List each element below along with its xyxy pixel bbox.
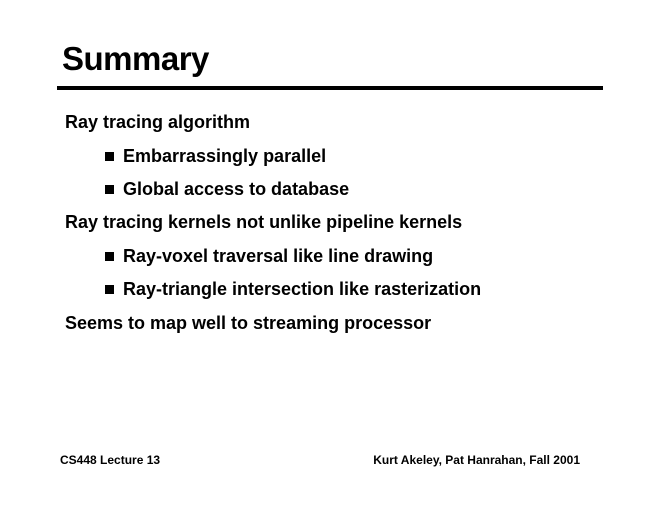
content-line-text: Ray tracing algorithm bbox=[65, 112, 251, 133]
content-line bbox=[65, 173, 605, 206]
content-line bbox=[65, 206, 605, 239]
footer-course-label: CS448 Lecture 13 bbox=[60, 453, 161, 467]
footer-authors-label: Kurt Akeley, Pat Hanrahan, Fall 2001 bbox=[373, 453, 580, 467]
content-line bbox=[65, 240, 605, 273]
title-rule-divider bbox=[57, 86, 603, 90]
content-line bbox=[65, 306, 605, 339]
content-line-text: Global access to database bbox=[123, 178, 350, 199]
content-line-text: Ray-triangle intersection like rasterization bbox=[123, 279, 482, 300]
content-line bbox=[65, 139, 605, 172]
content-line bbox=[65, 106, 605, 139]
content-line-text: Ray-voxel traversal like line drawing bbox=[123, 245, 434, 266]
content-line-text: Seems to map well to streaming processor bbox=[65, 312, 432, 333]
slide-content bbox=[65, 106, 605, 340]
page-title: Summary bbox=[62, 40, 209, 77]
content-line bbox=[65, 273, 605, 306]
bullet-square-icon bbox=[105, 152, 114, 161]
content-line-text: Ray tracing kernels not unlike pipeline kernels bbox=[65, 212, 463, 233]
bullet-square-icon bbox=[105, 252, 114, 261]
bullet-square-icon bbox=[105, 185, 114, 194]
bullet-square-icon bbox=[105, 285, 114, 294]
content-line-text: Embarrassingly parallel bbox=[123, 145, 327, 166]
